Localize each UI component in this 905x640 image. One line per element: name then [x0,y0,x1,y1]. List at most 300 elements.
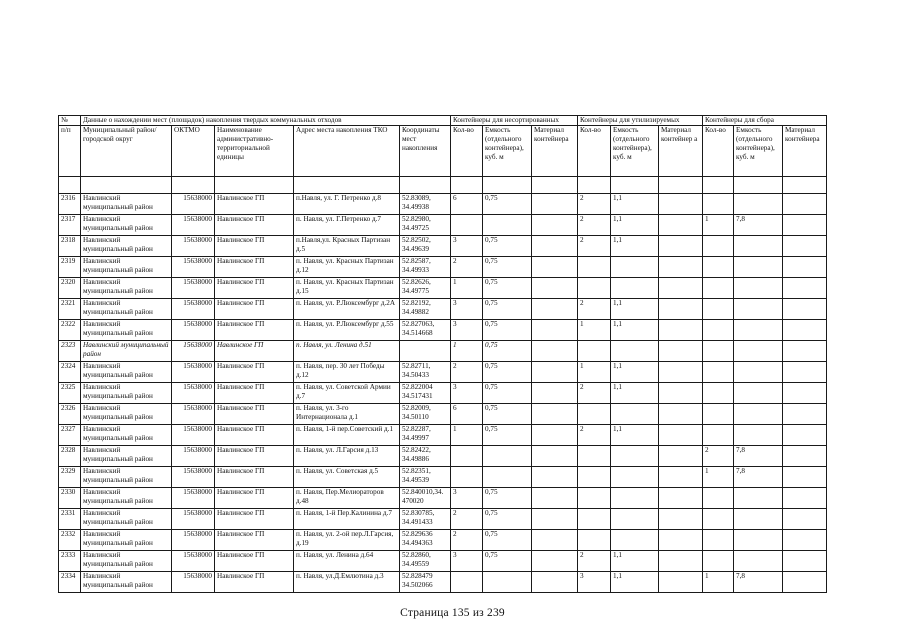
row-qty-recycle: 2 [578,194,611,215]
row-district: Навлинский муниципальный район [81,509,172,530]
row-material-recycle [659,257,703,278]
row-district: Навлинский муниципальный район [81,236,172,257]
row-material-unsorted [532,425,578,446]
row-number: 2334 [59,572,81,593]
row-district: Навлинский муниципальный район [81,278,172,299]
row-admin: Навлинское ГП [215,215,294,236]
row-volume-collect: 7,8 [734,446,783,467]
row-qty-collect [703,194,734,215]
row-admin: Навлинское ГП [215,404,294,425]
row-volume-recycle: 1,1 [611,194,659,215]
row-volume-collect [734,551,783,572]
row-qty-recycle [578,530,611,551]
row-qty-unsorted: 3 [451,320,483,341]
row-coords: 52.82287, 34.49997 [400,425,451,446]
header-district: Муниципальный район/городской округ [81,126,172,177]
row-address: п. Навля, ул. Р.Люксембург д.55 [294,320,400,341]
row-oktmo: 15638000 [172,425,215,446]
row-material-collect [783,320,827,341]
row-qty-recycle [578,341,611,362]
row-volume-recycle: 1,1 [611,383,659,404]
row-material-collect [783,446,827,467]
row-admin: Навлинское ГП [215,278,294,299]
table-row [59,236,827,257]
row-material-collect [783,362,827,383]
row-material-recycle [659,551,703,572]
row-address: п. Навля, Пер.Мелиораторов д.48 [294,488,400,509]
row-qty-collect [703,320,734,341]
table-row [59,362,827,383]
row-district: Навлинский муниципальный район [81,425,172,446]
row-oktmo: 15638000 [172,572,215,593]
row-material-collect [783,509,827,530]
row-coords: 52.82626, 34.49775 [400,278,451,299]
row-number: 2325 [59,383,81,404]
row-material-unsorted [532,509,578,530]
row-material-unsorted [532,299,578,320]
row-number: 2317 [59,215,81,236]
row-qty-collect [703,404,734,425]
row-volume-unsorted [483,446,532,467]
row-oktmo: 15638000 [172,551,215,572]
header-row-groups [59,116,827,126]
row-volume-collect [734,362,783,383]
row-qty-collect: 1 [703,572,734,593]
row-oktmo: 15638000 [172,446,215,467]
header-volume-collect: Емкость (отдельного контейнера), куб. м [734,126,783,177]
row-qty-unsorted: 2 [451,530,483,551]
row-district: Навлинский муниципальный район [81,404,172,425]
row-admin: Навлинское ГП [215,299,294,320]
row-material-collect [783,530,827,551]
row-volume-recycle [611,257,659,278]
row-qty-unsorted: 1 [451,278,483,299]
row-qty-unsorted [451,467,483,488]
row-volume-collect [734,320,783,341]
row-volume-collect [734,383,783,404]
row-qty-recycle: 2 [578,425,611,446]
table-row [59,215,827,236]
row-qty-unsorted: 1 [451,341,483,362]
row-address: п. Навля, ул. Советская д.5 [294,467,400,488]
row-address: п. Навля, ул. 3-го Интернационала д.1 [294,404,400,425]
row-admin: Навлинское ГП [215,320,294,341]
row-district: Навлинский муниципальный район [81,551,172,572]
row-oktmo: 15638000 [172,362,215,383]
row-volume-recycle [611,446,659,467]
header-group-unsorted: Контейнеры для несортированных [451,116,578,126]
row-coords: 52.82192, 34.49882 [400,299,451,320]
row-volume-recycle: 1,1 [611,572,659,593]
table-row [59,383,827,404]
row-coords: 52.830785, 34.491433 [400,509,451,530]
row-material-recycle [659,446,703,467]
row-material-collect [783,236,827,257]
row-material-recycle [659,362,703,383]
row-volume-recycle: 1,1 [611,299,659,320]
row-oktmo: 15638000 [172,341,215,362]
row-material-unsorted [532,278,578,299]
row-volume-recycle: 1,1 [611,320,659,341]
table-row [59,194,827,215]
row-volume-unsorted: 0,75 [483,341,532,362]
row-coords: 52.82502, 34.49639 [400,236,451,257]
row-qty-unsorted: 6 [451,404,483,425]
row-material-unsorted [532,215,578,236]
row-coords: 52.822004 34.517431 [400,383,451,404]
row-number: 2331 [59,509,81,530]
row-oktmo: 15638000 [172,509,215,530]
table-row [59,299,827,320]
row-volume-unsorted: 0,75 [483,551,532,572]
row-address: п. Навля, ул. Г.Петренко д.7 [294,215,400,236]
row-volume-unsorted: 0,75 [483,362,532,383]
table-row [59,320,827,341]
row-number: 2323 [59,341,81,362]
row-coords: 52.829636 34.494363 [400,530,451,551]
table-row [59,509,827,530]
row-qty-collect [703,425,734,446]
row-material-unsorted [532,236,578,257]
row-qty-unsorted: 3 [451,551,483,572]
row-qty-collect: 1 [703,215,734,236]
row-volume-collect: 7,8 [734,572,783,593]
row-admin: Навлинское ГП [215,530,294,551]
row-material-recycle [659,383,703,404]
row-material-unsorted [532,341,578,362]
row-volume-unsorted: 0,75 [483,236,532,257]
row-material-collect [783,404,827,425]
row-admin: Навлинское ГП [215,362,294,383]
row-number: 2324 [59,362,81,383]
row-volume-unsorted: 0,75 [483,404,532,425]
row-material-recycle [659,215,703,236]
row-qty-collect [703,257,734,278]
row-qty-unsorted: 3 [451,488,483,509]
header-group-collect: Контейнеры для сбора [703,116,827,126]
row-address: п. Навля, ул.Д.Емлютина д.3 [294,572,400,593]
row-volume-unsorted [483,215,532,236]
header-row-columns [59,126,827,177]
row-volume-collect [734,530,783,551]
row-qty-recycle [578,488,611,509]
row-address: п. Навля, ул. Советской Армии д.7 [294,383,400,404]
row-admin: Навлинское ГП [215,383,294,404]
table-row [59,530,827,551]
row-material-recycle [659,236,703,257]
table-row [59,404,827,425]
row-material-recycle [659,299,703,320]
row-oktmo: 15638000 [172,383,215,404]
table-row [59,278,827,299]
row-number: 2327 [59,425,81,446]
row-material-collect [783,383,827,404]
row-volume-collect [734,299,783,320]
row-qty-unsorted: 1 [451,425,483,446]
row-material-collect [783,278,827,299]
row-number: 2333 [59,551,81,572]
row-coords: 52.82009, 34.50110 [400,404,451,425]
row-volume-collect: 7,8 [734,467,783,488]
row-material-recycle [659,278,703,299]
header-qty-unsorted: Кол-во [451,126,483,177]
row-admin: Навлинское ГП [215,341,294,362]
row-material-unsorted [532,362,578,383]
row-qty-collect [703,362,734,383]
row-volume-recycle: 1,1 [611,551,659,572]
header-group-recycle: Контейнеры для утилизируемых [578,116,703,126]
row-oktmo: 15638000 [172,257,215,278]
row-qty-collect [703,551,734,572]
row-qty-unsorted [451,215,483,236]
header-volume-unsorted: Емкость (отдельного контейнера), куб. м [483,126,532,177]
row-qty-recycle: 2 [578,383,611,404]
row-material-collect [783,488,827,509]
row-coords: 52.82351, 34.49539 [400,467,451,488]
row-number: 2316 [59,194,81,215]
row-qty-recycle: 2 [578,551,611,572]
row-admin: Навлинское ГП [215,257,294,278]
row-district: Навлинский муниципальный район [81,362,172,383]
row-oktmo: 15638000 [172,530,215,551]
row-district: Навлинский муниципальный район [81,299,172,320]
row-number: 2330 [59,488,81,509]
row-coords: 52.82860, 34.49559 [400,551,451,572]
row-oktmo: 15638000 [172,467,215,488]
row-oktmo: 15638000 [172,236,215,257]
row-address: п. Навля, 1-й Пер.Калинина д.7 [294,509,400,530]
row-number: 2326 [59,404,81,425]
row-number: 2321 [59,299,81,320]
table-row [59,257,827,278]
row-volume-collect [734,509,783,530]
row-material-recycle [659,341,703,362]
row-oktmo: 15638000 [172,194,215,215]
row-coords [400,341,451,362]
tko-registry-table [58,115,827,593]
row-admin: Навлинское ГП [215,446,294,467]
table-row [59,446,827,467]
header-material-recycle: Материал контейнер а [659,126,703,177]
row-qty-unsorted [451,572,483,593]
row-qty-recycle: 2 [578,236,611,257]
row-district: Навлинский муниципальный район [81,194,172,215]
row-material-collect [783,299,827,320]
row-qty-unsorted: 2 [451,257,483,278]
row-qty-recycle: 2 [578,299,611,320]
header-spacer-row [59,177,827,194]
row-admin: Навлинское ГП [215,425,294,446]
header-qty-recycle: Кол-во [578,126,611,177]
table-row [59,341,827,362]
row-volume-recycle: 1,1 [611,362,659,383]
row-volume-unsorted: 0,75 [483,320,532,341]
row-district: Навлинский муниципальный район [81,530,172,551]
row-material-recycle [659,572,703,593]
row-volume-recycle [611,404,659,425]
header-num-pp: п/п [59,126,81,177]
row-material-unsorted [532,551,578,572]
row-oktmo: 15638000 [172,404,215,425]
row-qty-recycle: 2 [578,215,611,236]
row-coords: 52.82422, 34.49886 [400,446,451,467]
row-qty-recycle [578,467,611,488]
row-number: 2329 [59,467,81,488]
row-volume-unsorted: 0,75 [483,299,532,320]
row-volume-unsorted: 0,75 [483,194,532,215]
row-qty-unsorted: 3 [451,299,483,320]
row-material-unsorted [532,467,578,488]
row-coords: 52.82587, 34.49933 [400,257,451,278]
row-qty-collect [703,530,734,551]
row-material-recycle [659,320,703,341]
row-volume-collect [734,425,783,446]
row-qty-unsorted: 2 [451,362,483,383]
row-material-unsorted [532,257,578,278]
row-district: Навлинский муниципальный район [81,383,172,404]
row-material-recycle [659,194,703,215]
table-row [59,551,827,572]
row-qty-recycle [578,278,611,299]
row-volume-collect [734,404,783,425]
row-number: 2318 [59,236,81,257]
row-coords: 52.82711, 34.50433 [400,362,451,383]
row-volume-recycle [611,467,659,488]
header-material-unsorted: Материал контейнера [532,126,578,177]
row-address: п.Навля, ул. Г. Петренко д.8 [294,194,400,215]
row-qty-recycle [578,257,611,278]
row-volume-unsorted [483,467,532,488]
row-oktmo: 15638000 [172,215,215,236]
registry-sheet [58,115,827,593]
row-oktmo: 15638000 [172,488,215,509]
row-coords: 52.828479 34.502066 [400,572,451,593]
row-address: п. Навля, ул. Красных Партизан д.12 [294,257,400,278]
row-material-recycle [659,509,703,530]
row-address: п. Навля, 1-й пер.Советский д.1 [294,425,400,446]
row-volume-unsorted: 0,75 [483,509,532,530]
row-qty-unsorted [451,446,483,467]
row-volume-collect [734,257,783,278]
row-material-collect [783,572,827,593]
row-material-unsorted [532,320,578,341]
row-material-recycle [659,467,703,488]
row-volume-unsorted: 0,75 [483,530,532,551]
header-admin: Наименование административно-территориальной единицы [215,126,294,177]
header-oktmo: ОКТМО [172,126,215,177]
row-volume-collect [734,278,783,299]
header-qty-collect: Кол-во [703,126,734,177]
row-volume-unsorted: 0,75 [483,488,532,509]
row-volume-collect [734,236,783,257]
row-material-collect [783,467,827,488]
row-qty-unsorted: 3 [451,383,483,404]
row-qty-recycle: 1 [578,362,611,383]
row-material-collect [783,257,827,278]
header-volume-recycle: Емкость (отдельного контейнера), куб. м [611,126,659,177]
row-material-unsorted [532,383,578,404]
row-qty-recycle [578,509,611,530]
row-admin: Навлинское ГП [215,509,294,530]
row-district: Навлинский муниципальный район [81,488,172,509]
row-volume-unsorted: 0,75 [483,278,532,299]
row-oktmo: 15638000 [172,320,215,341]
row-admin: Навлинское ГП [215,467,294,488]
row-material-unsorted [532,404,578,425]
row-material-collect [783,425,827,446]
row-qty-collect [703,299,734,320]
row-qty-collect [703,383,734,404]
row-volume-recycle: 1,1 [611,236,659,257]
row-coords: 52.827063, 34.514668 [400,320,451,341]
row-district: Навлинский муниципальный район [81,320,172,341]
row-qty-unsorted: 3 [451,236,483,257]
row-volume-recycle [611,530,659,551]
row-material-recycle [659,425,703,446]
row-material-collect [783,341,827,362]
row-district: Навлинский муниципальный район [81,446,172,467]
row-number: 2319 [59,257,81,278]
row-address: п.Навля,ул. Красных Партизан д.5 [294,236,400,257]
row-qty-collect [703,278,734,299]
row-qty-recycle: 3 [578,572,611,593]
row-address: п. Навля, пер. 30 лет Победы д.12 [294,362,400,383]
row-coords: 52.83089, 34.49938 [400,194,451,215]
row-volume-recycle [611,341,659,362]
row-volume-unsorted [483,572,532,593]
row-material-unsorted [532,194,578,215]
row-qty-recycle: 1 [578,320,611,341]
row-volume-recycle [611,509,659,530]
row-volume-collect: 7,8 [734,215,783,236]
row-oktmo: 15638000 [172,299,215,320]
row-material-collect [783,194,827,215]
header-material-collect: Материал контейнера [783,126,827,177]
row-qty-recycle [578,446,611,467]
row-volume-unsorted: 0,75 [483,383,532,404]
row-material-recycle [659,530,703,551]
row-address: п. Навля, ул. Л.Гарсия д.13 [294,446,400,467]
row-qty-collect [703,341,734,362]
row-address: п. Навля, ул. 2-ой пер.Л.Гарсия, д.19 [294,530,400,551]
row-number: 2332 [59,530,81,551]
row-coords: 52.840010,34. 470020 [400,488,451,509]
row-volume-unsorted: 0,75 [483,425,532,446]
row-volume-unsorted: 0,75 [483,257,532,278]
row-qty-collect: 2 [703,446,734,467]
header-coords: Координаты мест накопления [400,126,451,177]
row-qty-collect [703,236,734,257]
table-row [59,467,827,488]
table-row [59,488,827,509]
row-qty-unsorted: 2 [451,509,483,530]
row-number: 2328 [59,446,81,467]
row-volume-recycle [611,278,659,299]
row-material-collect [783,551,827,572]
row-material-unsorted [532,572,578,593]
row-district: Навлинский муниципальный район [81,215,172,236]
row-number: 2320 [59,278,81,299]
row-material-unsorted [532,446,578,467]
row-qty-collect [703,509,734,530]
header-address: Адрес места накопления ТКО [294,126,400,177]
row-admin: Навлинское ГП [215,236,294,257]
row-district: Навлинский муниципальный район [81,467,172,488]
row-admin: Навлинское ГП [215,572,294,593]
row-admin: Навлинское ГП [215,551,294,572]
row-address: п. Навля, ул. Красных Партизан д.15 [294,278,400,299]
table-row [59,425,827,446]
